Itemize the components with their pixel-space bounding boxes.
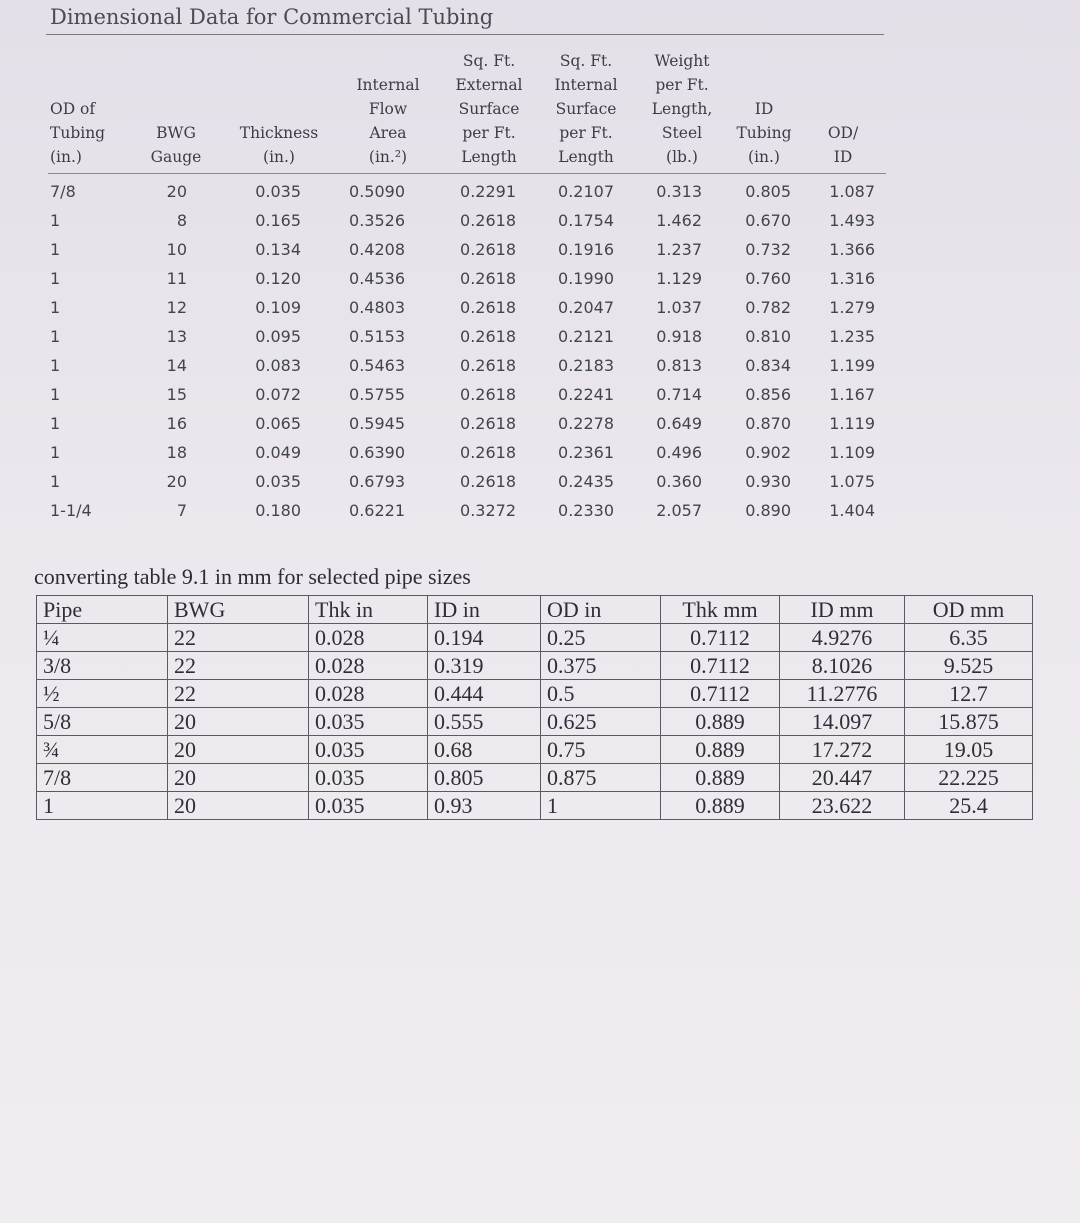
table-cell: 1 [50,385,61,404]
table-cell: 0.890 [745,501,791,520]
table-row [48,501,886,530]
table-row [48,356,886,385]
tubing-header-text: External [455,76,523,94]
conversion-header-cell: OD mm [905,596,1033,624]
table-cell: 0.109 [255,298,301,317]
conversion-caption: converting table 9.1 in mm for selected pipe sizes [34,564,471,589]
tubing-header-text: Weight [654,52,710,70]
table-row [37,652,1033,680]
table-cell: 0.5463 [349,356,405,375]
table-cell: 0.805 [745,182,791,201]
tubing-header-col-5 [434,49,544,169]
table-row [48,414,886,443]
table-cell: 0.2107 [558,182,614,201]
tubing-header-text: (in.) [748,148,780,166]
table-row [37,736,1033,764]
table-row [37,792,1033,820]
table-cell: 0.6221 [349,501,405,520]
table-row [48,298,886,327]
table-cell: 6.35 [905,624,1033,652]
table-cell: 1.493 [829,211,875,230]
table-cell: 1.279 [829,298,875,317]
table-cell: 3/8 [37,652,168,680]
table-cell: 0.2330 [558,501,614,520]
title-rule [46,34,884,35]
tubing-header-text: Area [369,124,407,142]
table-cell: 0.072 [255,385,301,404]
table-cell: 0.918 [656,327,702,346]
table-cell: 0.028 [309,680,428,708]
table-cell: 0.889 [661,708,780,736]
table-cell: 0.028 [309,624,428,652]
table-cell: 1.235 [829,327,875,346]
table-cell: 0.930 [745,472,791,491]
table-cell: 0.2618 [460,269,516,288]
table-cell: 0.035 [309,764,428,792]
tubing-header-text: per Ft. [655,76,709,94]
table-cell: 0.25 [541,624,661,652]
table-cell: 0.444 [428,680,541,708]
table-cell: 0.7112 [661,680,780,708]
tubing-header-text: (in.) [50,148,82,166]
table-cell: 0.2435 [558,472,614,491]
table-cell: 0.035 [255,472,301,491]
table-cell: 2.057 [656,501,702,520]
table-cell: 0.2618 [460,385,516,404]
header-rule [48,173,886,174]
tubing-header-text: Gauge [150,148,202,166]
table-cell: 0.875 [541,764,661,792]
table-cell: 10 [166,240,187,259]
table-cell: 7 [176,501,187,520]
table-row [37,708,1033,736]
table-row [48,327,886,356]
tubing-header-text: (in.²) [368,148,408,166]
tubing-data-table [48,48,886,520]
table-row [37,764,1033,792]
conversion-header-cell: ID mm [780,596,905,624]
tubing-header-text: (lb.) [666,148,698,166]
table-cell: 13 [166,327,187,346]
table-cell: 1.167 [829,385,875,404]
table-cell: 0.856 [745,385,791,404]
table-cell: 0.4208 [349,240,405,259]
table-cell: 0.3526 [349,211,405,230]
table-cell: 1.119 [829,414,875,433]
table-cell: 20 [166,182,187,201]
table-cell: ¼ [37,624,168,652]
table-cell: 0.7112 [661,652,780,680]
table-cell: 5/8 [37,708,168,736]
tubing-header-col-9 [788,121,898,169]
table-cell: 23.622 [780,792,905,820]
table-cell: 1 [50,269,61,288]
tubing-header-col-4 [333,73,443,169]
table-cell: 0.805 [428,764,541,792]
table-cell: 0.732 [745,240,791,259]
table-cell: 18 [166,443,187,462]
table-cell: 0.120 [255,269,301,288]
table-cell: 1.087 [829,182,875,201]
table-cell: 12 [166,298,187,317]
table-cell: 4.9276 [780,624,905,652]
table-cell: 0.035 [309,708,428,736]
tubing-header-text: per Ft. [559,124,613,142]
table-cell: ½ [37,680,168,708]
table-cell: 0.496 [656,443,702,462]
table-cell: 0.319 [428,652,541,680]
table-cell: 0.2618 [460,240,516,259]
tubing-header-text: Surface [555,100,617,118]
table-cell: 0.1990 [558,269,614,288]
table-cell: 0.049 [255,443,301,462]
conversion-header-cell: BWG [168,596,309,624]
table-cell: 0.375 [541,652,661,680]
conversion-header-cell: ID in [428,596,541,624]
table-cell: 0.5090 [349,182,405,201]
table-cell: 0.810 [745,327,791,346]
table-cell: 1 [50,356,61,375]
table-cell: 0.760 [745,269,791,288]
table-cell: 14.097 [780,708,905,736]
table-cell: 20.447 [780,764,905,792]
table-cell: 0.889 [661,764,780,792]
table-cell: 0.134 [255,240,301,259]
tubing-header-text: ID [754,100,774,118]
table-cell: 0.7112 [661,624,780,652]
table-cell: 12.7 [905,680,1033,708]
table-cell: 14 [166,356,187,375]
tubing-header-text: Length [461,148,517,166]
table-cell: 0.5945 [349,414,405,433]
table-row [37,624,1033,652]
table-cell: 1 [50,240,61,259]
table-cell: 1.199 [829,356,875,375]
table-cell: 0.2618 [460,327,516,346]
table-cell: 15.875 [905,708,1033,736]
table-row [48,443,886,472]
table-cell: 0.6793 [349,472,405,491]
table-cell: 1.237 [656,240,702,259]
tubing-header-text: Tubing [50,124,106,142]
table-cell: 0.035 [309,736,428,764]
table-cell: 0.870 [745,414,791,433]
table-cell: 1.316 [829,269,875,288]
table-cell: 0.2618 [460,472,516,491]
table-cell: 0.782 [745,298,791,317]
table-cell: 20 [168,708,309,736]
table-cell: 19.05 [905,736,1033,764]
table-cell: 0.75 [541,736,661,764]
table-cell: 7/8 [50,182,76,201]
table-cell: 0.2047 [558,298,614,317]
table-cell: 0.834 [745,356,791,375]
table-cell: 0.035 [255,182,301,201]
table-cell: 0.095 [255,327,301,346]
tubing-header-text: Length [558,148,614,166]
tubing-header-text: Sq. Ft. [462,52,516,70]
table-cell: 22 [168,652,309,680]
table-cell: 0.555 [428,708,541,736]
table-cell: 0.035 [309,792,428,820]
table-cell: 0.2618 [460,211,516,230]
table-cell: 0.083 [255,356,301,375]
table-cell: 1.366 [829,240,875,259]
table-cell: 0.3272 [460,501,516,520]
table-cell: 1 [541,792,661,820]
conversion-table [36,595,1033,820]
table-cell: 0.5 [541,680,661,708]
table-cell: 0.6390 [349,443,405,462]
tubing-header-text: Steel [661,124,703,142]
table-cell: 0.2291 [460,182,516,201]
tubing-header-text: Internal [356,76,420,94]
conversion-header-row [37,596,1033,624]
table-cell: 0.714 [656,385,702,404]
table-cell: 1 [50,298,61,317]
tubing-header-text: BWG [156,124,196,142]
table-cell: 0.5755 [349,385,405,404]
tubing-header-text: OD of [50,100,96,118]
table-cell: 15 [166,385,187,404]
table-row [37,680,1033,708]
table-cell: 1.404 [829,501,875,520]
table-cell: 0.194 [428,624,541,652]
table-cell: 25.4 [905,792,1033,820]
table-row [48,211,886,240]
table-cell: 0.4536 [349,269,405,288]
table-cell: 7/8 [37,764,168,792]
table-cell: 1 [37,792,168,820]
table-cell: 0.2278 [558,414,614,433]
table-cell: 22.225 [905,764,1033,792]
table-cell: 1 [50,327,61,346]
table-cell: 1.075 [829,472,875,491]
table-cell: 1 [50,472,61,491]
table-cell: 0.313 [656,182,702,201]
table-cell: 1 [50,443,61,462]
table-cell: 0.670 [745,211,791,230]
table-cell: 20 [168,792,309,820]
conversion-header-cell: Thk mm [661,596,780,624]
table-cell: 0.360 [656,472,702,491]
table-row [48,269,886,298]
conversion-header-cell: Thk in [309,596,428,624]
conversion-header-cell: Pipe [37,596,168,624]
table-cell: 1-1/4 [50,501,92,520]
table-cell: 0.68 [428,736,541,764]
table-cell: 11 [166,269,187,288]
tubing-header-col-6 [531,49,641,169]
tubing-table-body [48,182,886,530]
tubing-header-col-3 [224,121,334,169]
table-cell: 20 [168,764,309,792]
table-cell: 0.1754 [558,211,614,230]
table-cell: 1.462 [656,211,702,230]
table-cell: 20 [166,472,187,491]
table-cell: 0.649 [656,414,702,433]
table-cell: 0.2361 [558,443,614,462]
table-row [48,472,886,501]
table-cell: 0.902 [745,443,791,462]
tubing-header-col-2 [121,121,231,169]
tubing-header-text: (in.) [263,148,295,166]
table-cell: 0.4803 [349,298,405,317]
table-cell: 0.065 [255,414,301,433]
table-cell: ¾ [37,736,168,764]
table-row [48,240,886,269]
table-cell: 8 [176,211,187,230]
table-cell: 16 [166,414,187,433]
table-cell: 0.889 [661,736,780,764]
tubing-header-text: per Ft. [462,124,516,142]
table-cell: 17.272 [780,736,905,764]
table-row [48,182,886,211]
table-cell: 0.93 [428,792,541,820]
table-cell: 0.2618 [460,298,516,317]
table-cell: 0.2183 [558,356,614,375]
table-cell: 1.109 [829,443,875,462]
table-cell: 1 [50,414,61,433]
table-cell: 0.2121 [558,327,614,346]
table-cell: 0.2241 [558,385,614,404]
table-cell: 20 [168,736,309,764]
tubing-header-text: Sq. Ft. [559,52,613,70]
tubing-header-text: Internal [554,76,618,94]
tubing-table-header [48,48,886,173]
table-cell: 0.2618 [460,414,516,433]
tubing-header-text: Tubing [736,124,792,142]
table-cell: 0.165 [255,211,301,230]
table-cell: 1.129 [656,269,702,288]
tubing-header-text: Length, [651,100,713,118]
table-cell: 22 [168,680,309,708]
tubing-header-text: Surface [458,100,520,118]
table-cell: 0.2618 [460,356,516,375]
table-row [48,385,886,414]
table-cell: 22 [168,624,309,652]
table-cell: 0.180 [255,501,301,520]
table-cell: 0.2618 [460,443,516,462]
table-cell: 0.813 [656,356,702,375]
table-cell: 0.028 [309,652,428,680]
table-cell: 0.5153 [349,327,405,346]
table-cell: 0.889 [661,792,780,820]
table-cell: 0.625 [541,708,661,736]
tubing-header-text: OD/ [827,124,859,142]
tubing-header-col-1 [50,97,130,169]
tubing-header-text: ID [833,148,853,166]
table-cell: 1 [50,211,61,230]
tubing-header-text: Thickness [239,124,319,142]
tubing-header-text: Flow [368,100,408,118]
table-cell: 9.525 [905,652,1033,680]
conversion-header-cell: OD in [541,596,661,624]
table-cell: 1.037 [656,298,702,317]
table-cell: 11.2776 [780,680,905,708]
table-cell: 8.1026 [780,652,905,680]
document-title: Dimensional Data for Commercial Tubing [50,5,494,29]
table-cell: 0.1916 [558,240,614,259]
